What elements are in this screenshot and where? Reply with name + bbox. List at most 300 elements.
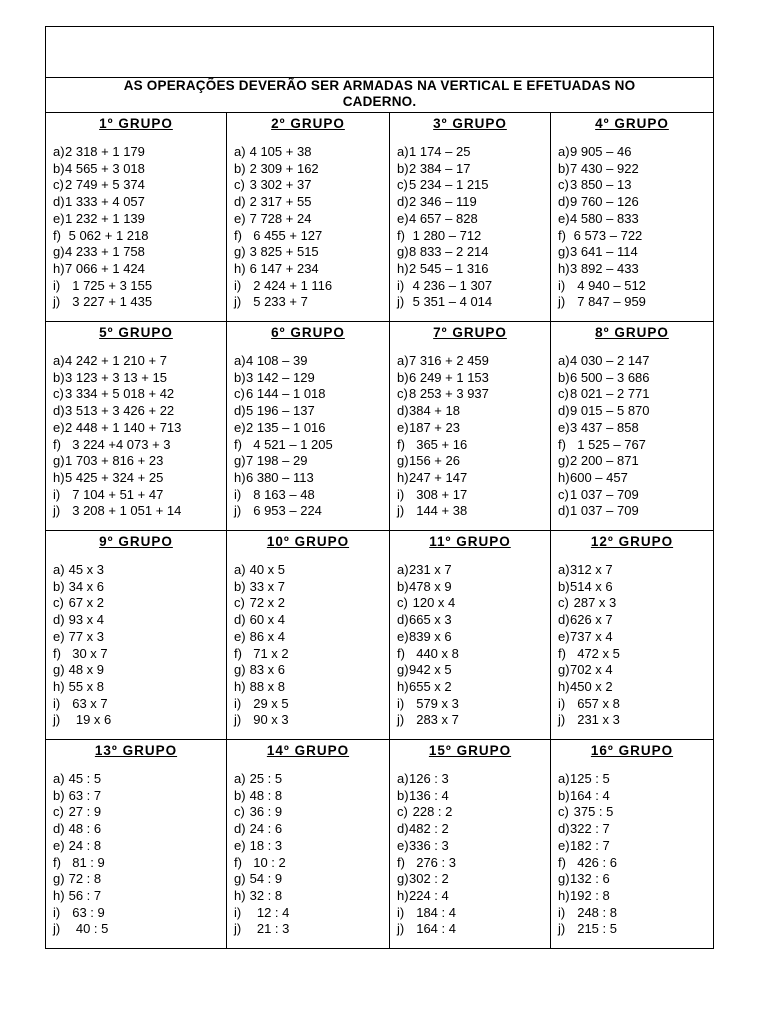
item-letter: j) (397, 294, 405, 310)
item-expression: 3 437 – 858 (570, 419, 639, 435)
operation-list (227, 144, 389, 311)
item-expression: 942 x 5 (409, 662, 452, 678)
item-expression: 4 657 – 828 (409, 210, 478, 226)
item-expression: 5 196 – 137 (246, 403, 315, 419)
item-letter: e) (234, 837, 246, 853)
item-expression: 365 + 16 (409, 436, 468, 452)
item-letter: i) (397, 695, 405, 711)
operation-item (558, 579, 713, 596)
item-expression: 514 x 6 (570, 578, 613, 594)
operation-item (397, 244, 550, 261)
operation-list (390, 144, 550, 311)
item-expression: 2 317 + 55 (246, 194, 312, 210)
item-letter: j) (234, 503, 242, 519)
item-letter: g) (558, 453, 570, 469)
item-expression: 1 725 + 3 155 (65, 277, 153, 293)
operation-item (558, 662, 713, 679)
item-letter: f) (397, 645, 405, 661)
item-letter: f) (53, 645, 61, 661)
item-expression: 440 x 8 (409, 645, 459, 661)
operation-item (397, 228, 550, 245)
group-title: 8º GRUPO (595, 325, 669, 340)
operation-list (227, 562, 389, 729)
item-expression: 375 : 5 (570, 804, 614, 820)
item-expression: 4 940 – 512 (570, 277, 646, 293)
item-expression: 657 x 8 (570, 695, 620, 711)
item-expression: 8 253 + 3 937 (409, 386, 489, 402)
item-letter: i) (397, 904, 405, 920)
group-row (46, 113, 714, 322)
operation-item (234, 261, 389, 278)
item-expression: 55 x 8 (65, 678, 105, 694)
item-letter: d) (558, 503, 570, 519)
operation-item (397, 386, 550, 403)
operation-item (234, 905, 389, 922)
item-letter: f) (53, 436, 61, 452)
operation-item (558, 294, 713, 311)
item-expression: 6 573 – 722 (570, 227, 643, 243)
item-expression: 1 280 – 712 (409, 227, 482, 243)
operation-item (234, 855, 389, 872)
item-letter: b) (558, 369, 570, 385)
item-letter: i) (558, 695, 566, 711)
item-letter: i) (234, 486, 242, 502)
item-letter: c) (234, 804, 245, 820)
item-letter: c) (558, 386, 569, 402)
operation-item (53, 905, 226, 922)
operation-item (558, 244, 713, 261)
item-letter: i) (53, 277, 61, 293)
operation-item (234, 788, 389, 805)
item-expression: 63 : 7 (65, 787, 102, 803)
item-letter: d) (397, 821, 409, 837)
item-expression: 655 x 2 (409, 678, 452, 694)
item-expression: 478 x 9 (409, 578, 452, 594)
item-letter: d) (397, 194, 409, 210)
item-letter: j) (234, 921, 242, 937)
item-letter: a) (234, 562, 246, 577)
item-expression: 1 333 + 4 057 (65, 194, 145, 210)
worksheet (45, 26, 713, 949)
item-expression: 30 x 7 (65, 645, 108, 661)
item-letter: a) (234, 771, 246, 786)
item-expression: 29 x 5 (246, 695, 289, 711)
item-letter: a) (558, 771, 570, 786)
operation-item (558, 921, 713, 938)
item-letter: b) (397, 787, 409, 803)
operation-item (53, 804, 226, 821)
item-expression: 125 : 5 (570, 771, 610, 786)
item-expression: 2 384 – 17 (409, 160, 471, 176)
item-expression: 3 825 + 515 (246, 244, 319, 260)
operation-item (397, 788, 550, 805)
item-expression: 27 : 9 (65, 804, 102, 820)
item-letter: d) (397, 612, 409, 628)
item-letter: f) (234, 854, 242, 870)
operation-list (46, 562, 226, 729)
operation-item (234, 420, 389, 437)
operation-item (558, 871, 713, 888)
item-letter: e) (397, 419, 409, 435)
item-letter: f) (558, 227, 566, 243)
item-letter: d) (53, 612, 65, 628)
blank-header-row (46, 27, 714, 78)
item-letter: a) (397, 771, 409, 786)
operation-list (227, 771, 389, 938)
item-letter: j) (558, 294, 566, 310)
item-letter: c) (53, 595, 64, 611)
operation-item (234, 696, 389, 713)
blank-header-cell (46, 27, 714, 78)
operation-item (397, 470, 550, 487)
group-title: 16º GRUPO (590, 743, 674, 758)
item-expression: 136 : 4 (409, 787, 449, 803)
operation-item (558, 386, 713, 403)
operation-item (53, 562, 226, 579)
item-expression: 4 233 + 1 758 (65, 244, 145, 260)
operation-item (234, 612, 389, 629)
operation-item (558, 487, 713, 504)
item-expression: 2 135 – 1 016 (246, 419, 326, 435)
operation-item (234, 595, 389, 612)
operation-item (397, 629, 550, 646)
instruction-line-1: AS OPERAÇÕES DEVERÃO SER ARMADAS NA VERTICAL E EFETUADAS NO (123, 78, 636, 93)
operation-item (397, 420, 550, 437)
item-letter: a) (53, 562, 65, 577)
item-letter: a) (558, 353, 570, 368)
item-expression: 1 232 + 1 139 (65, 210, 145, 226)
item-expression: 3 302 + 37 (246, 177, 312, 193)
operation-item (558, 370, 713, 387)
item-letter: d) (558, 403, 570, 419)
operation-item (53, 888, 226, 905)
item-expression: 626 x 7 (570, 612, 613, 628)
item-expression: 426 : 6 (570, 854, 617, 870)
operation-item (558, 788, 713, 805)
item-letter: f) (234, 227, 242, 243)
item-expression: 36 : 9 (246, 804, 283, 820)
operation-item (234, 838, 389, 855)
item-letter: c) (234, 595, 245, 611)
item-expression: 248 : 8 (570, 904, 617, 920)
operation-item (234, 821, 389, 838)
item-expression: 7 430 – 922 (570, 160, 639, 176)
item-letter: d) (234, 403, 246, 419)
operation-item (397, 294, 550, 311)
item-letter: d) (53, 821, 65, 837)
group-cell (227, 740, 390, 949)
operation-item (558, 696, 713, 713)
operation-item (397, 579, 550, 596)
item-letter: f) (234, 645, 242, 661)
item-letter: e) (53, 628, 65, 644)
item-expression: 90 x 3 (246, 712, 289, 728)
group-cell (227, 113, 390, 322)
item-letter: a) (53, 144, 65, 159)
item-letter: c) (234, 177, 245, 193)
item-expression: 2 200 – 871 (570, 453, 639, 469)
item-letter: h) (234, 260, 246, 276)
operation-item (558, 905, 713, 922)
item-letter: d) (234, 194, 246, 210)
item-expression: 10 : 2 (246, 854, 286, 870)
item-letter: d) (558, 194, 570, 210)
operation-item (53, 353, 226, 370)
item-expression: 472 x 5 (570, 645, 620, 661)
operation-item (53, 855, 226, 872)
item-letter: j) (558, 921, 566, 937)
item-letter: e) (558, 628, 570, 644)
operation-list (551, 144, 713, 311)
item-expression: 665 x 3 (409, 612, 452, 628)
operation-list (390, 562, 550, 729)
item-letter: e) (234, 628, 246, 644)
group-cell (390, 322, 551, 531)
operation-item (234, 294, 389, 311)
item-letter: c) (558, 595, 569, 611)
item-letter: e) (558, 210, 570, 226)
item-expression: 45 x 3 (65, 562, 105, 577)
item-expression: 224 : 4 (409, 887, 449, 903)
operation-item (397, 771, 550, 788)
item-letter: f) (397, 227, 405, 243)
item-letter: b) (234, 369, 246, 385)
operation-item (397, 612, 550, 629)
item-letter: h) (397, 678, 409, 694)
item-expression: 7 066 + 1 424 (65, 260, 145, 276)
operation-item (397, 453, 550, 470)
item-expression: 450 x 2 (570, 678, 613, 694)
operation-item (234, 804, 389, 821)
item-letter: a) (397, 353, 409, 368)
operation-item (558, 855, 713, 872)
operation-item (558, 612, 713, 629)
operation-item (558, 838, 713, 855)
item-letter: d) (234, 612, 246, 628)
operation-list (551, 562, 713, 729)
item-expression: 287 x 3 (570, 595, 617, 611)
item-expression: 67 x 2 (65, 595, 105, 611)
item-expression: 276 : 3 (409, 854, 456, 870)
item-expression: 132 : 6 (570, 871, 610, 887)
item-expression: 4 565 + 3 018 (65, 160, 145, 176)
item-expression: 164 : 4 (570, 787, 610, 803)
item-expression: 1 037 – 709 (570, 486, 639, 502)
group-title: 6º GRUPO (271, 325, 345, 340)
operation-item (234, 453, 389, 470)
item-letter: e) (53, 210, 65, 226)
operation-item (397, 921, 550, 938)
operation-item (53, 403, 226, 420)
item-letter: d) (53, 194, 65, 210)
item-expression: 48 x 9 (65, 662, 105, 678)
item-letter: c) (558, 177, 569, 193)
item-letter: h) (234, 469, 246, 485)
operation-item (397, 646, 550, 663)
operation-item (234, 353, 389, 370)
item-expression: 187 + 23 (409, 419, 460, 435)
item-letter: g) (397, 244, 409, 260)
item-letter: g) (234, 244, 246, 260)
group-cell (551, 113, 714, 322)
operation-item (234, 487, 389, 504)
item-letter: g) (558, 244, 570, 260)
group-title: 10º GRUPO (266, 534, 350, 549)
item-expression: 2 448 + 1 140 + 713 (65, 419, 182, 435)
item-expression: 4 521 – 1 205 (246, 436, 333, 452)
operation-item (53, 612, 226, 629)
item-letter: i) (53, 695, 61, 711)
operation-item (53, 161, 226, 178)
operation-item (558, 161, 713, 178)
item-letter: h) (234, 678, 246, 694)
operation-item (234, 629, 389, 646)
item-letter: i) (53, 486, 61, 502)
operation-item (53, 278, 226, 295)
item-letter: e) (53, 837, 65, 853)
item-letter: b) (53, 787, 65, 803)
item-letter: i) (234, 277, 242, 293)
item-letter: h) (53, 469, 65, 485)
item-letter: b) (234, 160, 246, 176)
item-expression: 2 545 – 1 316 (409, 260, 489, 276)
item-expression: 93 x 4 (65, 612, 105, 628)
operation-item (397, 696, 550, 713)
operation-item (53, 144, 226, 161)
operation-item (234, 579, 389, 596)
operation-item (234, 370, 389, 387)
item-expression: 336 : 3 (409, 837, 449, 853)
group-title: 14º GRUPO (266, 743, 350, 758)
operation-list (551, 353, 713, 520)
item-expression: 8 021 – 2 771 (570, 386, 650, 402)
operation-item (397, 562, 550, 579)
operation-item (397, 194, 550, 211)
operation-item (53, 228, 226, 245)
item-expression: 81 : 9 (65, 854, 105, 870)
item-letter: j) (397, 921, 405, 937)
item-letter: c) (397, 804, 408, 820)
item-expression: 5 234 – 1 215 (409, 177, 489, 193)
item-letter: g) (234, 453, 246, 469)
item-expression: 126 : 3 (409, 771, 449, 786)
item-letter: f) (234, 436, 242, 452)
item-letter: g) (397, 453, 409, 469)
item-expression: 231 x 7 (409, 562, 452, 577)
operation-item (234, 771, 389, 788)
operation-item (234, 211, 389, 228)
item-letter: g) (397, 662, 409, 678)
operation-item (558, 646, 713, 663)
operation-item (53, 771, 226, 788)
operation-item (397, 370, 550, 387)
item-expression: 88 x 8 (246, 678, 286, 694)
item-expression: 247 + 147 (409, 469, 468, 485)
item-expression: 156 + 26 (409, 453, 460, 469)
operation-item (53, 211, 226, 228)
item-letter: b) (53, 369, 65, 385)
item-expression: 9 905 – 46 (570, 144, 632, 159)
operation-item (234, 679, 389, 696)
group-title: 2º GRUPO (271, 116, 345, 131)
operation-item (397, 403, 550, 420)
item-expression: 482 : 2 (409, 821, 449, 837)
item-letter: e) (397, 837, 409, 853)
operation-item (53, 821, 226, 838)
group-title: 15º GRUPO (428, 743, 512, 758)
item-letter: b) (53, 160, 65, 176)
operation-item (558, 261, 713, 278)
item-expression: 33 x 7 (246, 578, 286, 594)
item-letter: a) (397, 144, 409, 159)
item-expression: 164 : 4 (409, 921, 456, 937)
item-expression: 4 580 – 833 (570, 210, 639, 226)
item-expression: 2 318 + 1 179 (65, 144, 145, 159)
item-expression: 3 224 +4 073 + 3 (65, 436, 171, 452)
operation-item (558, 771, 713, 788)
operation-list (46, 771, 226, 938)
group-cell (46, 740, 227, 949)
item-letter: b) (234, 787, 246, 803)
item-expression: 312 x 7 (570, 562, 613, 577)
item-letter: c) (53, 386, 64, 402)
item-expression: 1 174 – 25 (409, 144, 471, 159)
item-expression: 322 : 7 (570, 821, 610, 837)
item-letter: c) (234, 386, 245, 402)
item-expression: 384 + 18 (409, 403, 460, 419)
operation-item (53, 503, 226, 520)
item-letter: h) (558, 260, 570, 276)
group-title: 11º GRUPO (429, 534, 511, 549)
operation-item (397, 278, 550, 295)
item-letter: b) (53, 578, 65, 594)
item-letter: d) (234, 821, 246, 837)
operation-item (234, 278, 389, 295)
operation-item (234, 386, 389, 403)
item-expression: 34 x 6 (65, 578, 105, 594)
item-letter: j) (53, 712, 61, 728)
item-expression: 8 163 – 48 (246, 486, 315, 502)
item-expression: 228 : 2 (409, 804, 453, 820)
item-expression: 5 351 – 4 014 (409, 294, 493, 310)
operation-item (53, 386, 226, 403)
item-expression: 2 346 – 119 (409, 194, 477, 210)
item-letter: c) (397, 386, 408, 402)
operation-list (390, 353, 550, 520)
item-expression: 1 703 + 816 + 23 (65, 453, 164, 469)
worksheet-table (45, 26, 714, 949)
item-expression: 54 : 9 (246, 871, 283, 887)
item-letter: e) (397, 210, 409, 226)
operation-item (234, 161, 389, 178)
group-cell (390, 531, 551, 740)
item-letter: a) (234, 353, 246, 368)
item-letter: c) (397, 595, 408, 611)
operation-item (558, 420, 713, 437)
item-expression: 6 147 + 234 (246, 260, 319, 276)
operation-item (558, 503, 713, 520)
operation-item (53, 194, 226, 211)
item-letter: d) (558, 821, 570, 837)
operation-item (397, 487, 550, 504)
item-expression: 144 + 38 (409, 503, 468, 519)
operation-list (227, 353, 389, 520)
operation-item (234, 403, 389, 420)
item-expression: 72 x 2 (246, 595, 286, 611)
item-expression: 7 728 + 24 (246, 210, 312, 226)
item-expression: 308 + 17 (409, 486, 468, 502)
operation-item (397, 261, 550, 278)
